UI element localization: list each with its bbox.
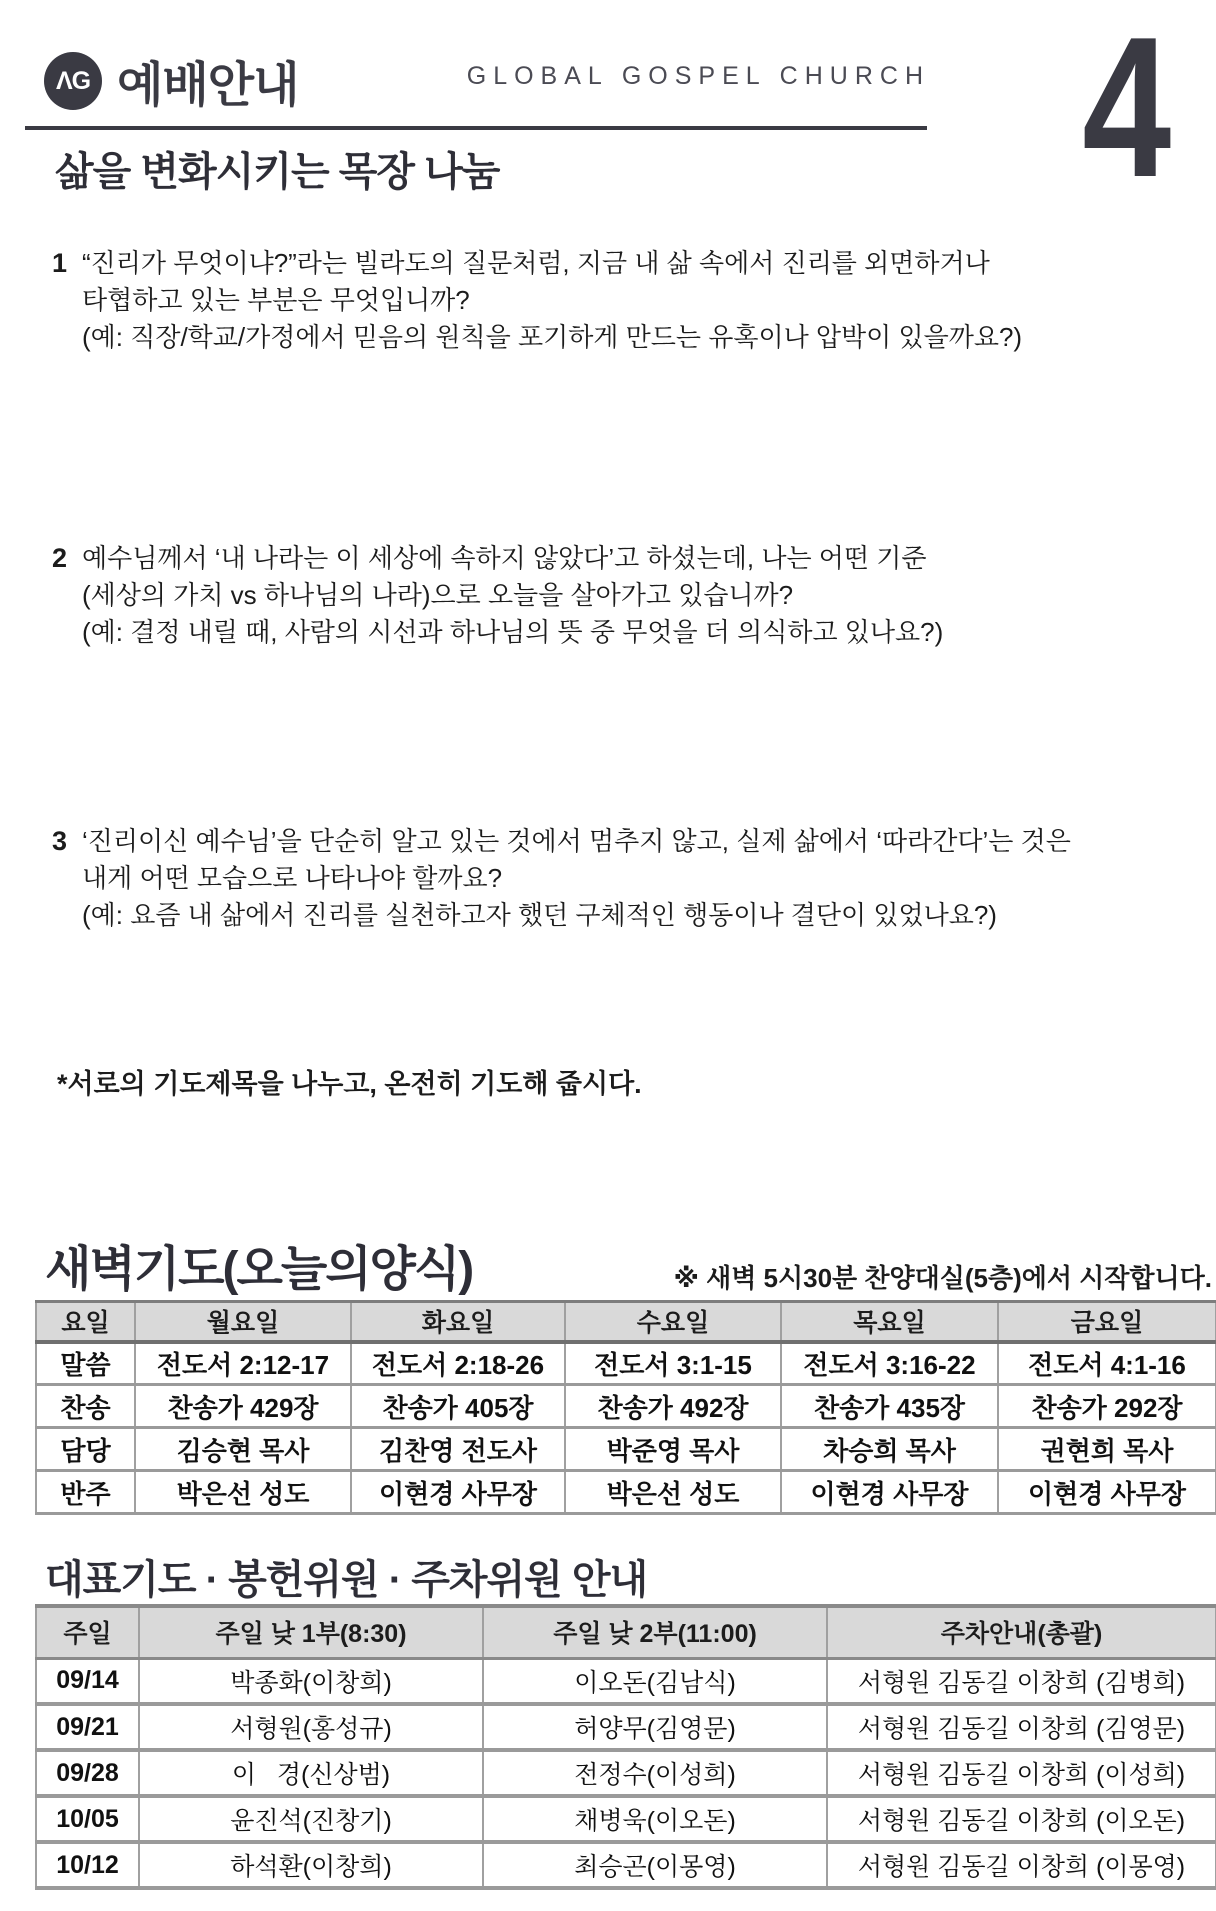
question-1-line-3: (예: 직장/학교/가정에서 믿음의 원칙을 포기하게 만드는 유혹이나 압박이 있을까요?) <box>82 322 1023 352</box>
header-divider <box>25 126 927 130</box>
table-row <box>36 1750 1216 1796</box>
table-cell: 박준영 목사 <box>565 1428 781 1471</box>
dawn-header-friday: 금요일 <box>998 1302 1216 1342</box>
table-cell: 서형원 김동길 이창희 (이몽영) <box>827 1842 1216 1888</box>
table-cell: 찬송가 492장 <box>565 1385 781 1428</box>
table-cell: 허양무(김영문) <box>483 1704 827 1750</box>
page-title: 예배안내 <box>117 59 299 112</box>
date-cell: 10/12 <box>36 1842 139 1888</box>
table-cell: 이현경 사무장 <box>781 1471 998 1514</box>
date-cell: 09/28 <box>36 1750 139 1796</box>
church-logo-icon: ΛG <box>44 52 102 110</box>
table-row <box>36 1842 1216 1888</box>
question-1-line-1: “진리가 무엇이냐?”라는 빌라도의 질문처럼, 지금 내 삶 속에서 진리를 외면하거나 <box>82 248 990 278</box>
dawn-header-tuesday: 화요일 <box>351 1302 565 1342</box>
question-3-line-2: 내게 어떤 모습으로 나타나야 할까요? <box>82 863 503 893</box>
section-title-duty: 대표기도 · 봉헌위원 · 주차위원 안내 <box>45 1558 648 1602</box>
table-cell: 이오돈(김남식) <box>483 1658 827 1704</box>
row-label: 담당 <box>36 1428 135 1471</box>
dawn-table-header-row <box>36 1302 1216 1342</box>
duty-header-service-1: 주일 낮 1부(8:30) <box>139 1606 483 1658</box>
prayer-note: *서로의 기도제목을 나누고, 온전히 기도해 줍시다. <box>57 1069 642 1099</box>
duty-table-header-row <box>36 1606 1216 1658</box>
table-row <box>36 1428 1216 1471</box>
table-cell: 전도서 4:1-16 <box>998 1342 1216 1385</box>
question-2-number: 2 <box>52 543 68 573</box>
question-1 <box>52 245 1202 356</box>
table-cell: 박종화(이창희) <box>139 1658 483 1704</box>
duty-header-sunday: 주일 <box>36 1606 139 1658</box>
table-cell: 권현희 목사 <box>998 1428 1216 1471</box>
table-cell: 찬송가 292장 <box>998 1385 1216 1428</box>
table-cell: 김승현 목사 <box>135 1428 351 1471</box>
row-label: 말씀 <box>36 1342 135 1385</box>
date-cell: 09/21 <box>36 1704 139 1750</box>
table-cell: 윤진석(진창기) <box>139 1796 483 1842</box>
date-cell: 10/05 <box>36 1796 139 1842</box>
church-name: GLOBAL GOSPEL CHURCH <box>466 62 930 90</box>
dawn-prayer-note: ※ 새벽 5시30분 찬양대실(5층)에서 시작합니다. <box>673 1263 1212 1293</box>
duty-table <box>35 1604 1216 1890</box>
question-3-line-1: ‘진리이신 예수님’을 단순히 알고 있는 것에서 멈추지 않고, 실제 삶에서 ‘따라간다’는 것은 <box>82 826 1071 856</box>
date-cell: 09/14 <box>36 1658 139 1704</box>
dawn-header-thursday: 목요일 <box>781 1302 998 1342</box>
table-cell: 전도서 2:18-26 <box>351 1342 565 1385</box>
table-row <box>36 1704 1216 1750</box>
dawn-header-wednesday: 수요일 <box>565 1302 781 1342</box>
page-number: 4 <box>1082 0 1171 219</box>
duty-header-service-2: 주일 낮 2부(11:00) <box>483 1606 827 1658</box>
table-cell: 서형원 김동길 이창희 (이오돈) <box>827 1796 1216 1842</box>
table-row <box>36 1658 1216 1704</box>
table-cell: 서형원 김동길 이창희 (김영문) <box>827 1704 1216 1750</box>
row-label: 찬송 <box>36 1385 135 1428</box>
table-cell: 박은선 성도 <box>135 1471 351 1514</box>
table-cell: 이현경 사무장 <box>998 1471 1216 1514</box>
question-3-number: 3 <box>52 826 68 856</box>
table-cell: 찬송가 405장 <box>351 1385 565 1428</box>
table-cell: 전도서 2:12-17 <box>135 1342 351 1385</box>
table-cell: 찬송가 429장 <box>135 1385 351 1428</box>
row-label: 반주 <box>36 1471 135 1514</box>
table-cell: 최승곤(이몽영) <box>483 1842 827 1888</box>
question-2-line-1: 예수님께서 ‘내 나라는 이 세상에 속하지 않았다’고 하셨는데, 나는 어떤 기준 <box>82 543 927 573</box>
table-cell: 하석환(이창희) <box>139 1842 483 1888</box>
table-cell: 서형원(홍성규) <box>139 1704 483 1750</box>
table-row <box>36 1385 1216 1428</box>
question-2-line-2: (세상의 가치 vs 하나님의 나라)으로 오늘을 살아가고 있습니까? <box>82 580 794 610</box>
table-cell: 이 경(신상범) <box>139 1750 483 1796</box>
table-cell: 채병욱(이오돈) <box>483 1796 827 1842</box>
table-cell: 서형원 김동길 이창희 (이성희) <box>827 1750 1216 1796</box>
dawn-header-monday: 월요일 <box>135 1302 351 1342</box>
table-row <box>36 1342 1216 1385</box>
question-1-number: 1 <box>52 248 68 278</box>
table-cell: 전도서 3:16-22 <box>781 1342 998 1385</box>
table-row <box>36 1796 1216 1842</box>
table-cell: 서형원 김동길 이창희 (김병희) <box>827 1658 1216 1704</box>
section-title-sharing: 삶을 변화시키는 목장 나눔 <box>55 150 500 194</box>
dawn-header-day: 요일 <box>36 1302 135 1342</box>
question-1-line-2: 타협하고 있는 부분은 무엇입니까? <box>82 285 470 315</box>
dawn-prayer-table <box>35 1300 1216 1515</box>
table-cell: 전정수(이성희) <box>483 1750 827 1796</box>
table-cell: 김찬영 전도사 <box>351 1428 565 1471</box>
question-3 <box>52 823 1202 934</box>
duty-header-parking: 주차안내(총괄) <box>827 1606 1216 1658</box>
question-2-line-3: (예: 결정 내릴 때, 사람의 시선과 하나님의 뜻 중 무엇을 더 의식하고 있나요?) <box>82 617 944 647</box>
table-cell: 박은선 성도 <box>565 1471 781 1514</box>
table-cell: 차승희 목사 <box>781 1428 998 1471</box>
table-cell: 이현경 사무장 <box>351 1471 565 1514</box>
table-row <box>36 1471 1216 1514</box>
table-cell: 찬송가 435장 <box>781 1385 998 1428</box>
section-title-dawn-prayer: 새벽기도(오늘의양식) <box>45 1243 473 1296</box>
question-3-line-3: (예: 요즘 내 삶에서 진리를 실천하고자 했던 구체적인 행동이나 결단이 있었나요?) <box>82 900 997 930</box>
table-cell: 전도서 3:1-15 <box>565 1342 781 1385</box>
question-2 <box>52 540 1202 651</box>
